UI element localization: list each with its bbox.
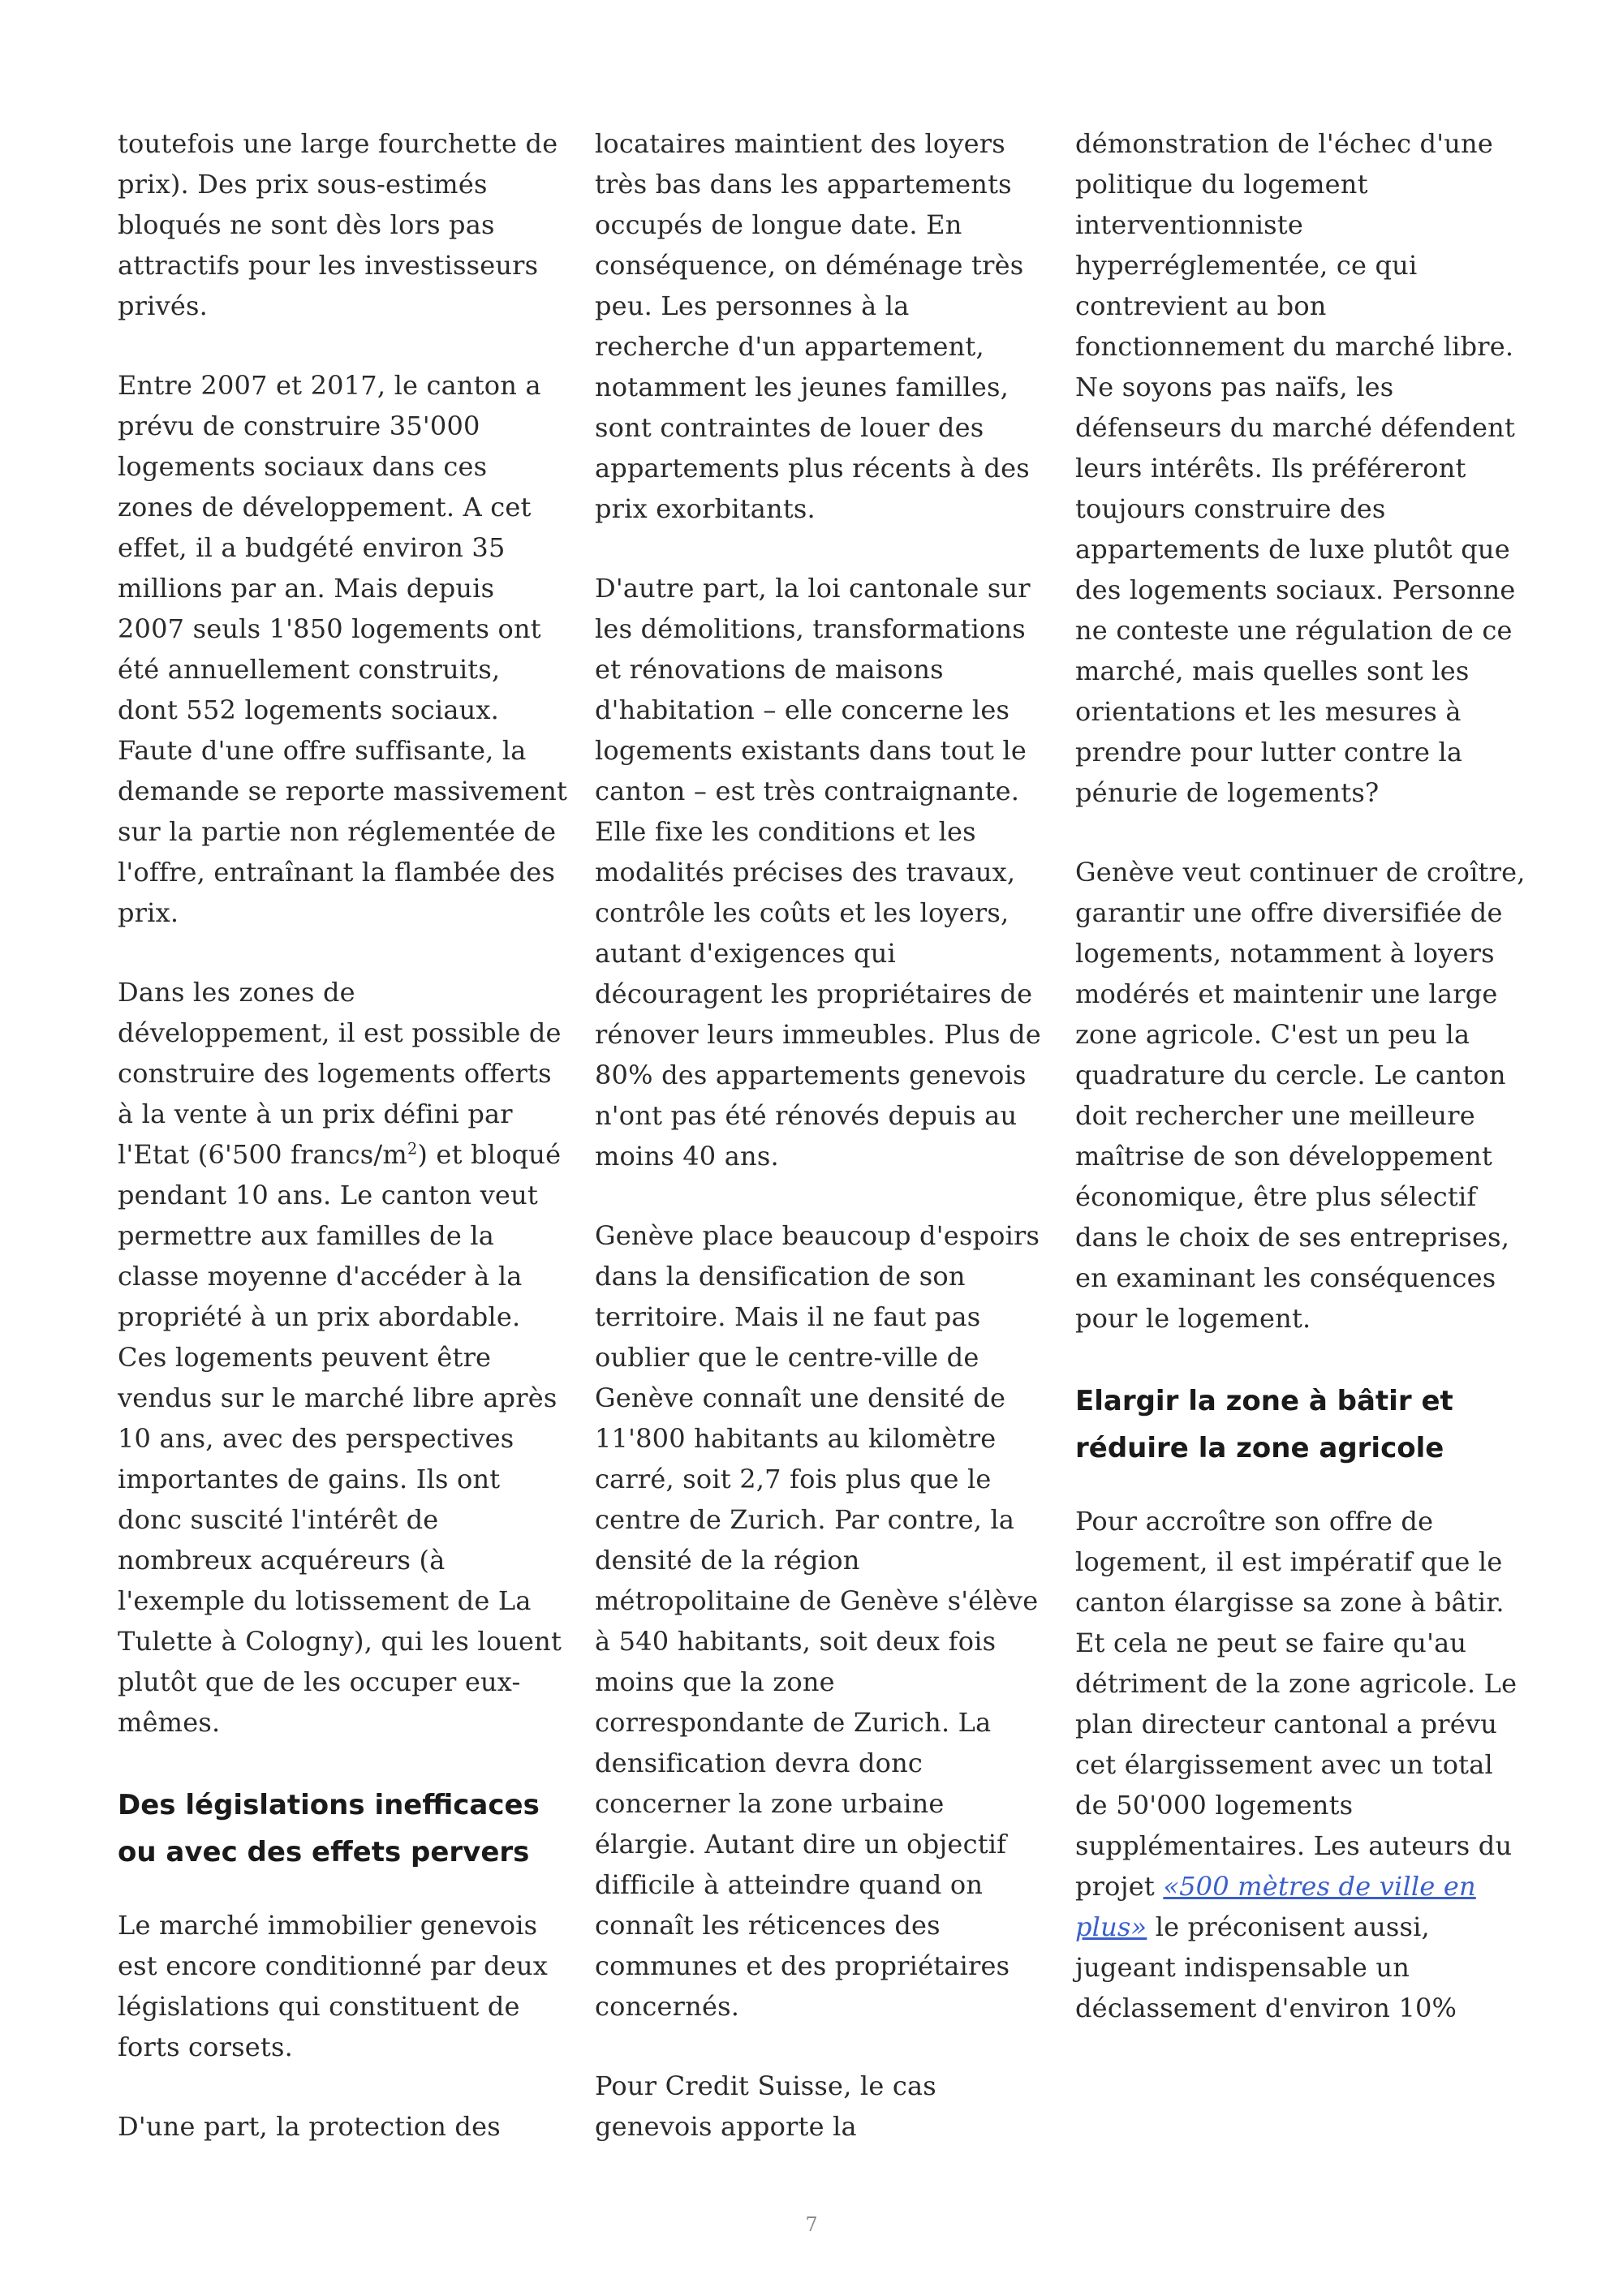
section-heading: Elargir la zone à bâtir et réduire la zone agricole: [1075, 1385, 1453, 1464]
project-link[interactable]: «500 mètres de ville en plus»: [1075, 1871, 1476, 1942]
paragraph-text: le préconisent aussi, jugeant indispensable un déclassement d'environ 10%: [1075, 1911, 1457, 2023]
paragraph-text: Pour accroître son offre de logement, il est impératif que le canton élargisse sa zone à bâtir. Et cela ne peut se faire qu'au détriment de la zone agricole. Le plan directeur cantonal a prévu cet élargissement avec un total de 50'000 logements supplémentaires. Les auteurs du projet: [1075, 1506, 1518, 1902]
superscript: 2: [407, 1139, 418, 1159]
paragraph: Genève veut continuer de croître, garantir une offre diversifiée de logements, notamment à loyers modérés et maintenir une large zone agricole. C'est un peu la quadrature du cercle. Le canton doit rechercher une meilleure maîtrise de son développement économique, être plus sélectif dans le choix de ses entreprises, en examinant les conséquences pour le logement.: [1075, 857, 1526, 1334]
paragraph: Entre 2007 et 2017, le canton a prévu de construire 35'000 logements sociaux dans ces zones de développement. A cet effet, il a budgété environ 35 millions par an. Mais depuis 2007 seuls 1'850 logements ont été annuellement construits, dont 552 logements sociaux. Faute d'une offre suffisante, la demande se reporte massivement sur la partie non réglementée de l'offre, entraînant la flambée des prix.: [118, 370, 568, 928]
paragraph: D'une part, la protection des: [118, 2111, 501, 2142]
column-1: [118, 123, 568, 2186]
section-heading: Des législations inefficaces ou avec des effets pervers: [118, 1789, 540, 1868]
paragraph: Pour Credit Suisse, le cas genevois apporte la: [595, 2070, 936, 2142]
paragraph: toutefois une large fourchette de prix). Des prix sous-estimés bloqués ne sont dès lors pas attractifs pour les investisseurs privés.: [118, 128, 558, 321]
paragraph: Genève place beaucoup d'espoirs dans la densification de son territoire. Mais il ne faut pas oublier que le centre-ville de Genève connaît une densité de 11'800 habitants au kilomètre carré, soit 2,7 fois plus que le centre de Zurich. Par contre, la densité de la région métropolitaine de Genève s'élève à 540 habitants, soit deux fois moins que la zone correspondante de Zurich. La densification devra donc concerner la zone urbaine élargie. Autant dire un objectif difficile à atteindre quand on connaît les réticences des communes et des propriétaires concernés.: [595, 1220, 1040, 2022]
paragraph: [1075, 1501, 1526, 2028]
paragraph: [118, 972, 568, 1743]
paragraph: Le marché immobilier genevois est encore conditionné par deux législations qui constituent de forts corsets.: [118, 1910, 549, 2062]
paragraph: locataires maintient des loyers très bas dans les appartements occupés de longue date. En conséquence, on déménage très peu. Les personnes à la recherche d'un appartement, notamment les jeunes familles, sont contraintes de louer des appartements plus récents à des prix exorbitants.: [595, 128, 1030, 524]
page-number: 7: [805, 2213, 818, 2236]
column-3: [1075, 123, 1526, 2067]
paragraph-text: ) et bloqué pendant 10 ans. Le canton veut permettre aux familles de la classe moyenne d'accéder à la propriété à un prix abordable. Ces logements peuvent être vendus sur le marché libre après 10 ans, avec des perspectives importantes de gains. Ils ont donc suscité l'intérêt de nombreux acquéreurs (à l'exemple du lotissement de La Tulette à Cologny), qui les louent plutôt que de les occuper eux-mêmes.: [118, 1139, 562, 1738]
paragraph: D'autre part, la loi cantonale sur les démolitions, transformations et rénovations de maisons d'habitation – elle concerne les logements existants dans tout le canton – est très contraignante. Elle fixe les conditions et les modalités précises des travaux, contrôle les coûts et les loyers, autant d'exigences qui découragent les propriétaires de rénover leurs immeubles. Plus de 80% des appartements genevois n'ont pas été rénovés depuis au moins 40 ans.: [595, 573, 1041, 1172]
column-2: [595, 123, 1045, 2186]
paragraph: démonstration de l'échec d'une politique du logement interventionniste hyperréglementée, ce qui contrevient au bon fonctionnement du marché libre. Ne soyons pas naïfs, les défenseurs du marché défendent leurs intérêts. Ils préféreront toujours construire des appartements de luxe plutôt que des logements sociaux. Personne ne conteste une régulation de ce marché, mais quelles sont les orientations et les mesures à prendre pour lutter contre la pénurie de logements?: [1075, 128, 1516, 808]
paragraph-text: Dans les zones de développement, il est possible de construire des logements offerts à la vente à un prix défini par l'Etat (6'500 francs/m: [118, 977, 562, 1170]
